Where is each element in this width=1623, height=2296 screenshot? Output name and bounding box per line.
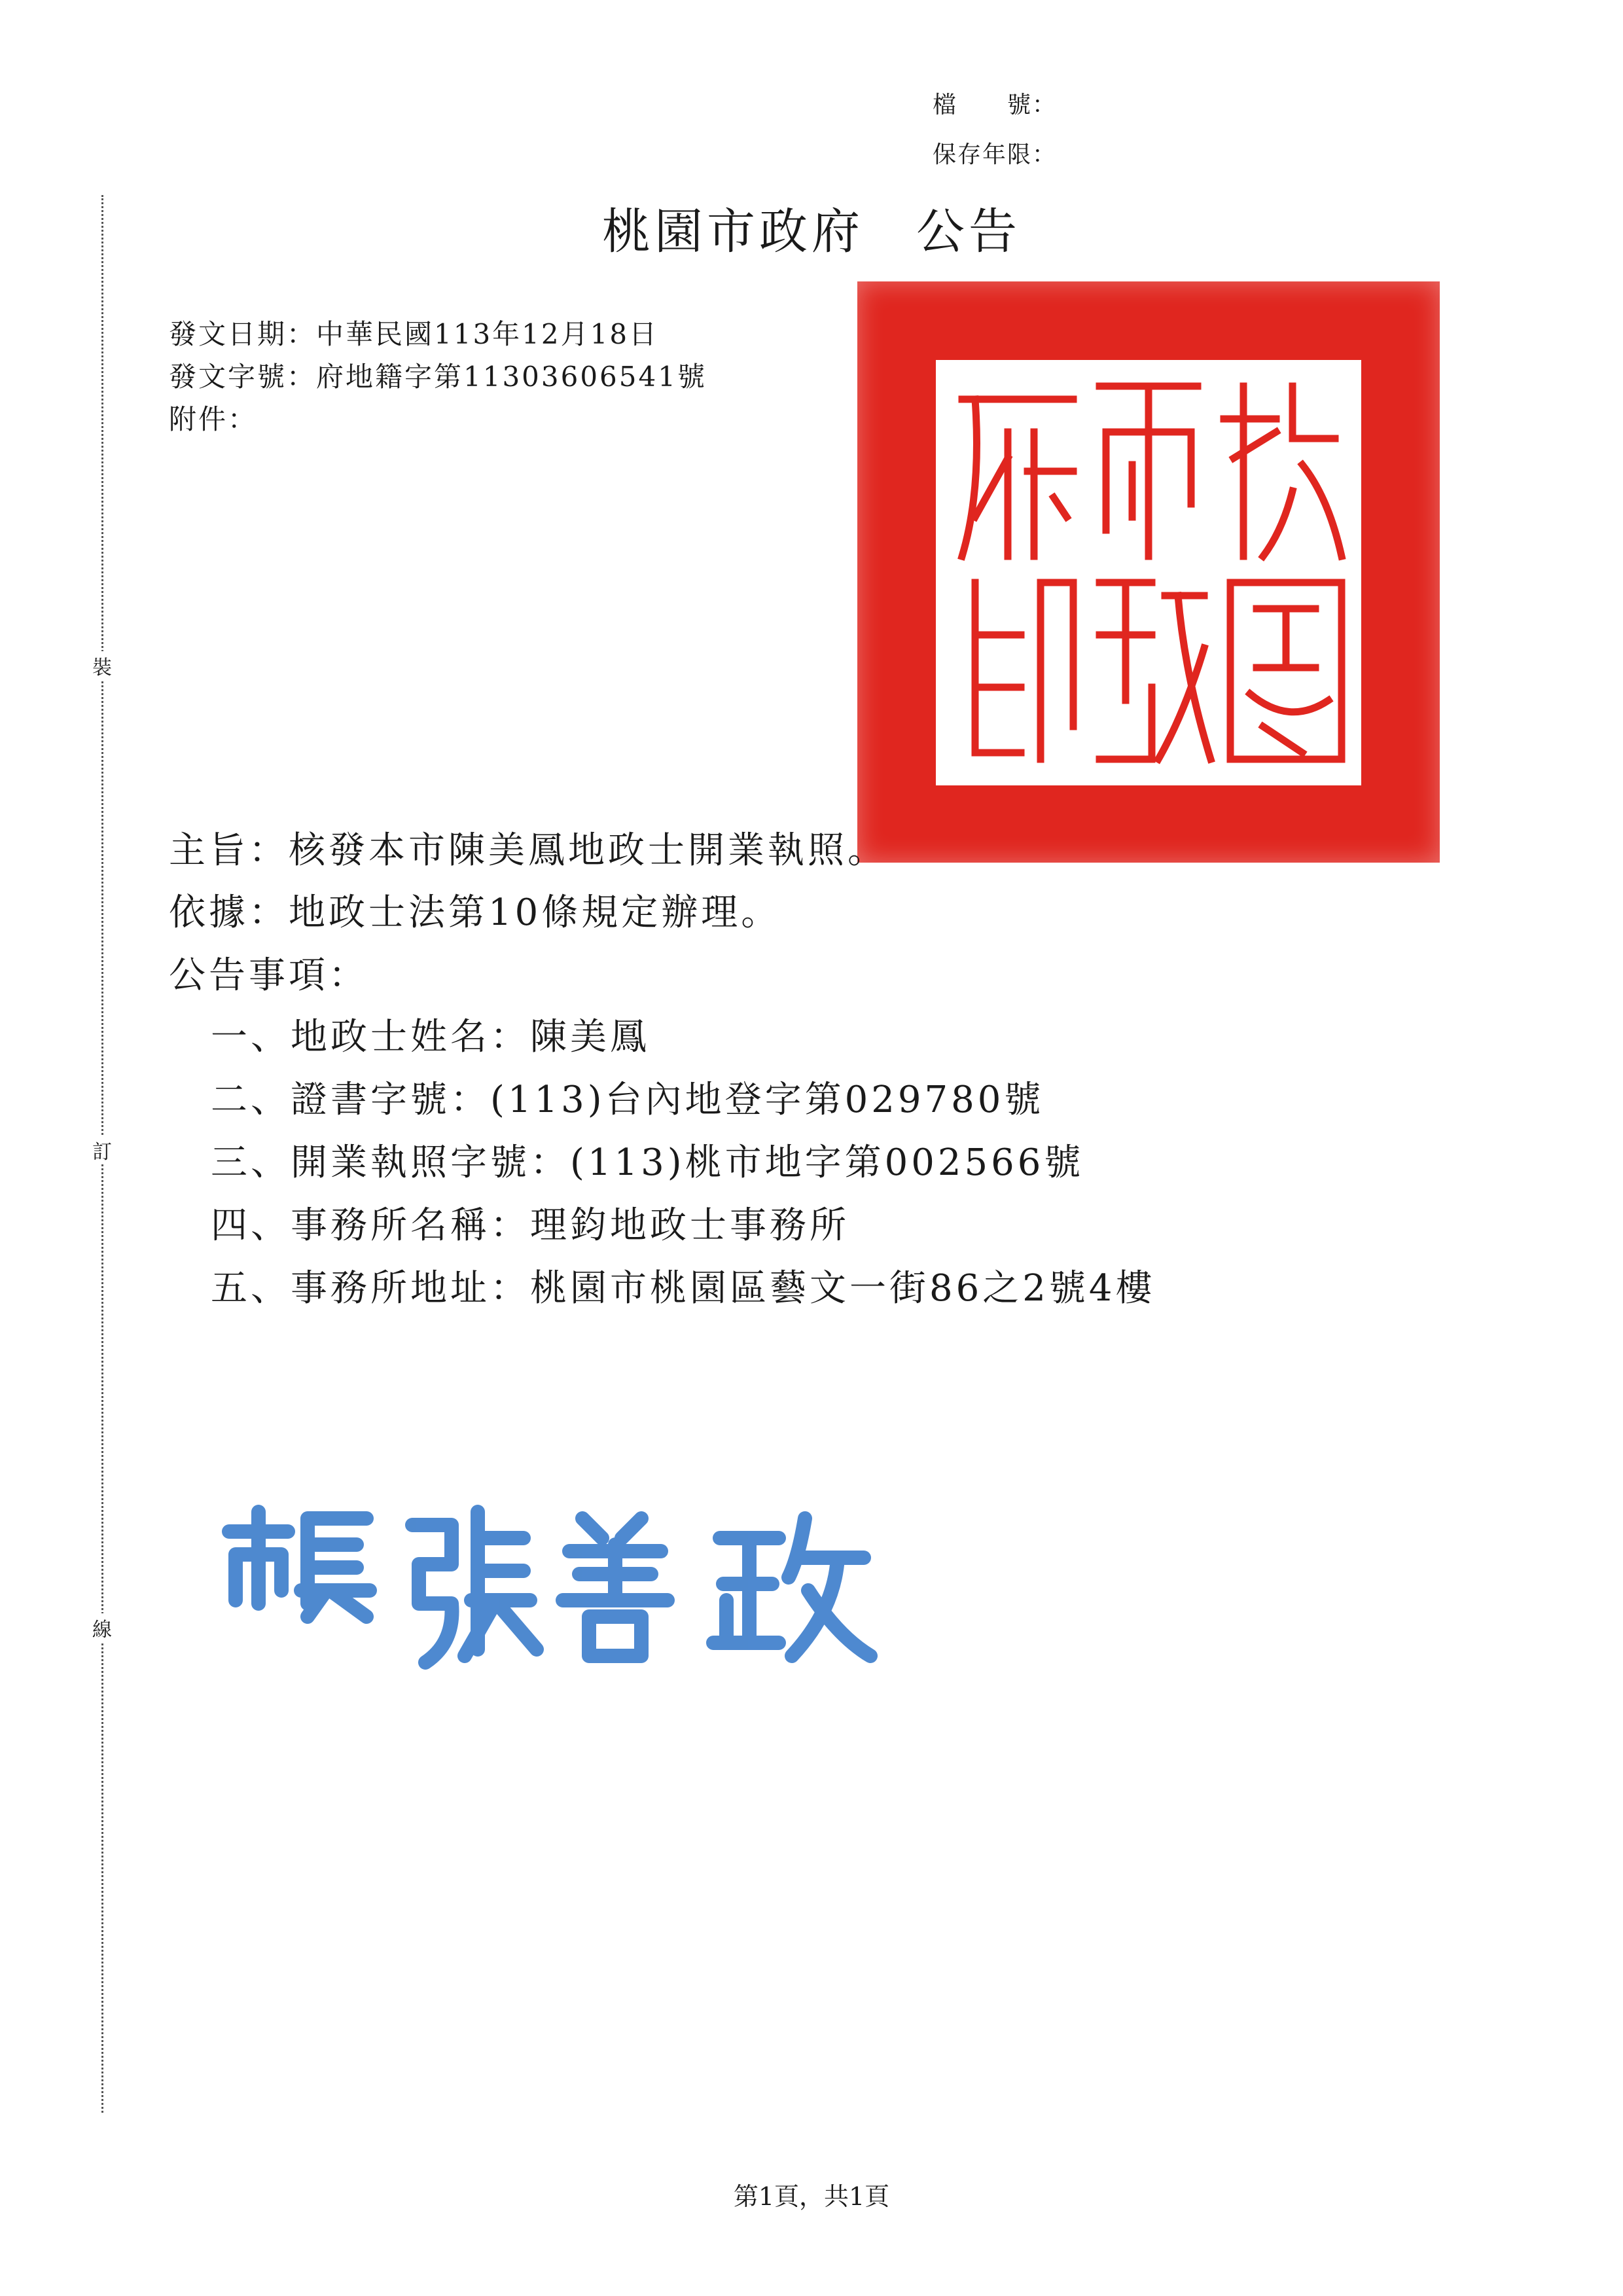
subject-line: 主旨：核發本市陳美鳳地政士開業執照。 [169, 829, 887, 872]
document-number: 發文字號：府地籍字第11303606541號 [169, 361, 707, 393]
basis-line: 依據：地政士法第10條規定辦理。 [169, 891, 781, 934]
notice-item: 三、開業執照字號：(113)桃市地字第002566號 [211, 1141, 1084, 1184]
notice-item: 五、事務所地址：桃園市桃園區藝文一街86之2號4樓 [211, 1267, 1156, 1310]
mayor-stamp-glyphs [216, 1486, 988, 1682]
binding-mark-zhuang: 裝 [90, 651, 114, 680]
seal-script-glyphs [936, 360, 1361, 785]
binding-mark-ding: 訂 [90, 1136, 114, 1164]
retention-period-label: 保存年限： [933, 141, 1058, 168]
page-number: 第1頁，共1頁 [733, 2182, 890, 2211]
mayor-signature-stamp [216, 1486, 988, 1685]
issue-date: 發文日期：中華民國113年12月18日 [169, 318, 659, 350]
page-title: 桃園市政府 公告 [602, 204, 1021, 260]
notice-item: 四、事務所名稱：理鈞地政士事務所 [211, 1204, 849, 1247]
notice-item: 二、證書字號：(113)台內地登字第029780號 [211, 1079, 1044, 1121]
attachment-label: 附件： [169, 403, 258, 435]
notice-heading: 公告事項： [169, 954, 368, 997]
binding-mark-xian: 線 [90, 1613, 114, 1642]
notice-item: 一、地政士姓名：陳美鳳 [211, 1016, 650, 1058]
archive-number-label: 檔 號： [933, 92, 1058, 118]
seal-inner-field [936, 360, 1361, 785]
official-seal [857, 281, 1440, 863]
